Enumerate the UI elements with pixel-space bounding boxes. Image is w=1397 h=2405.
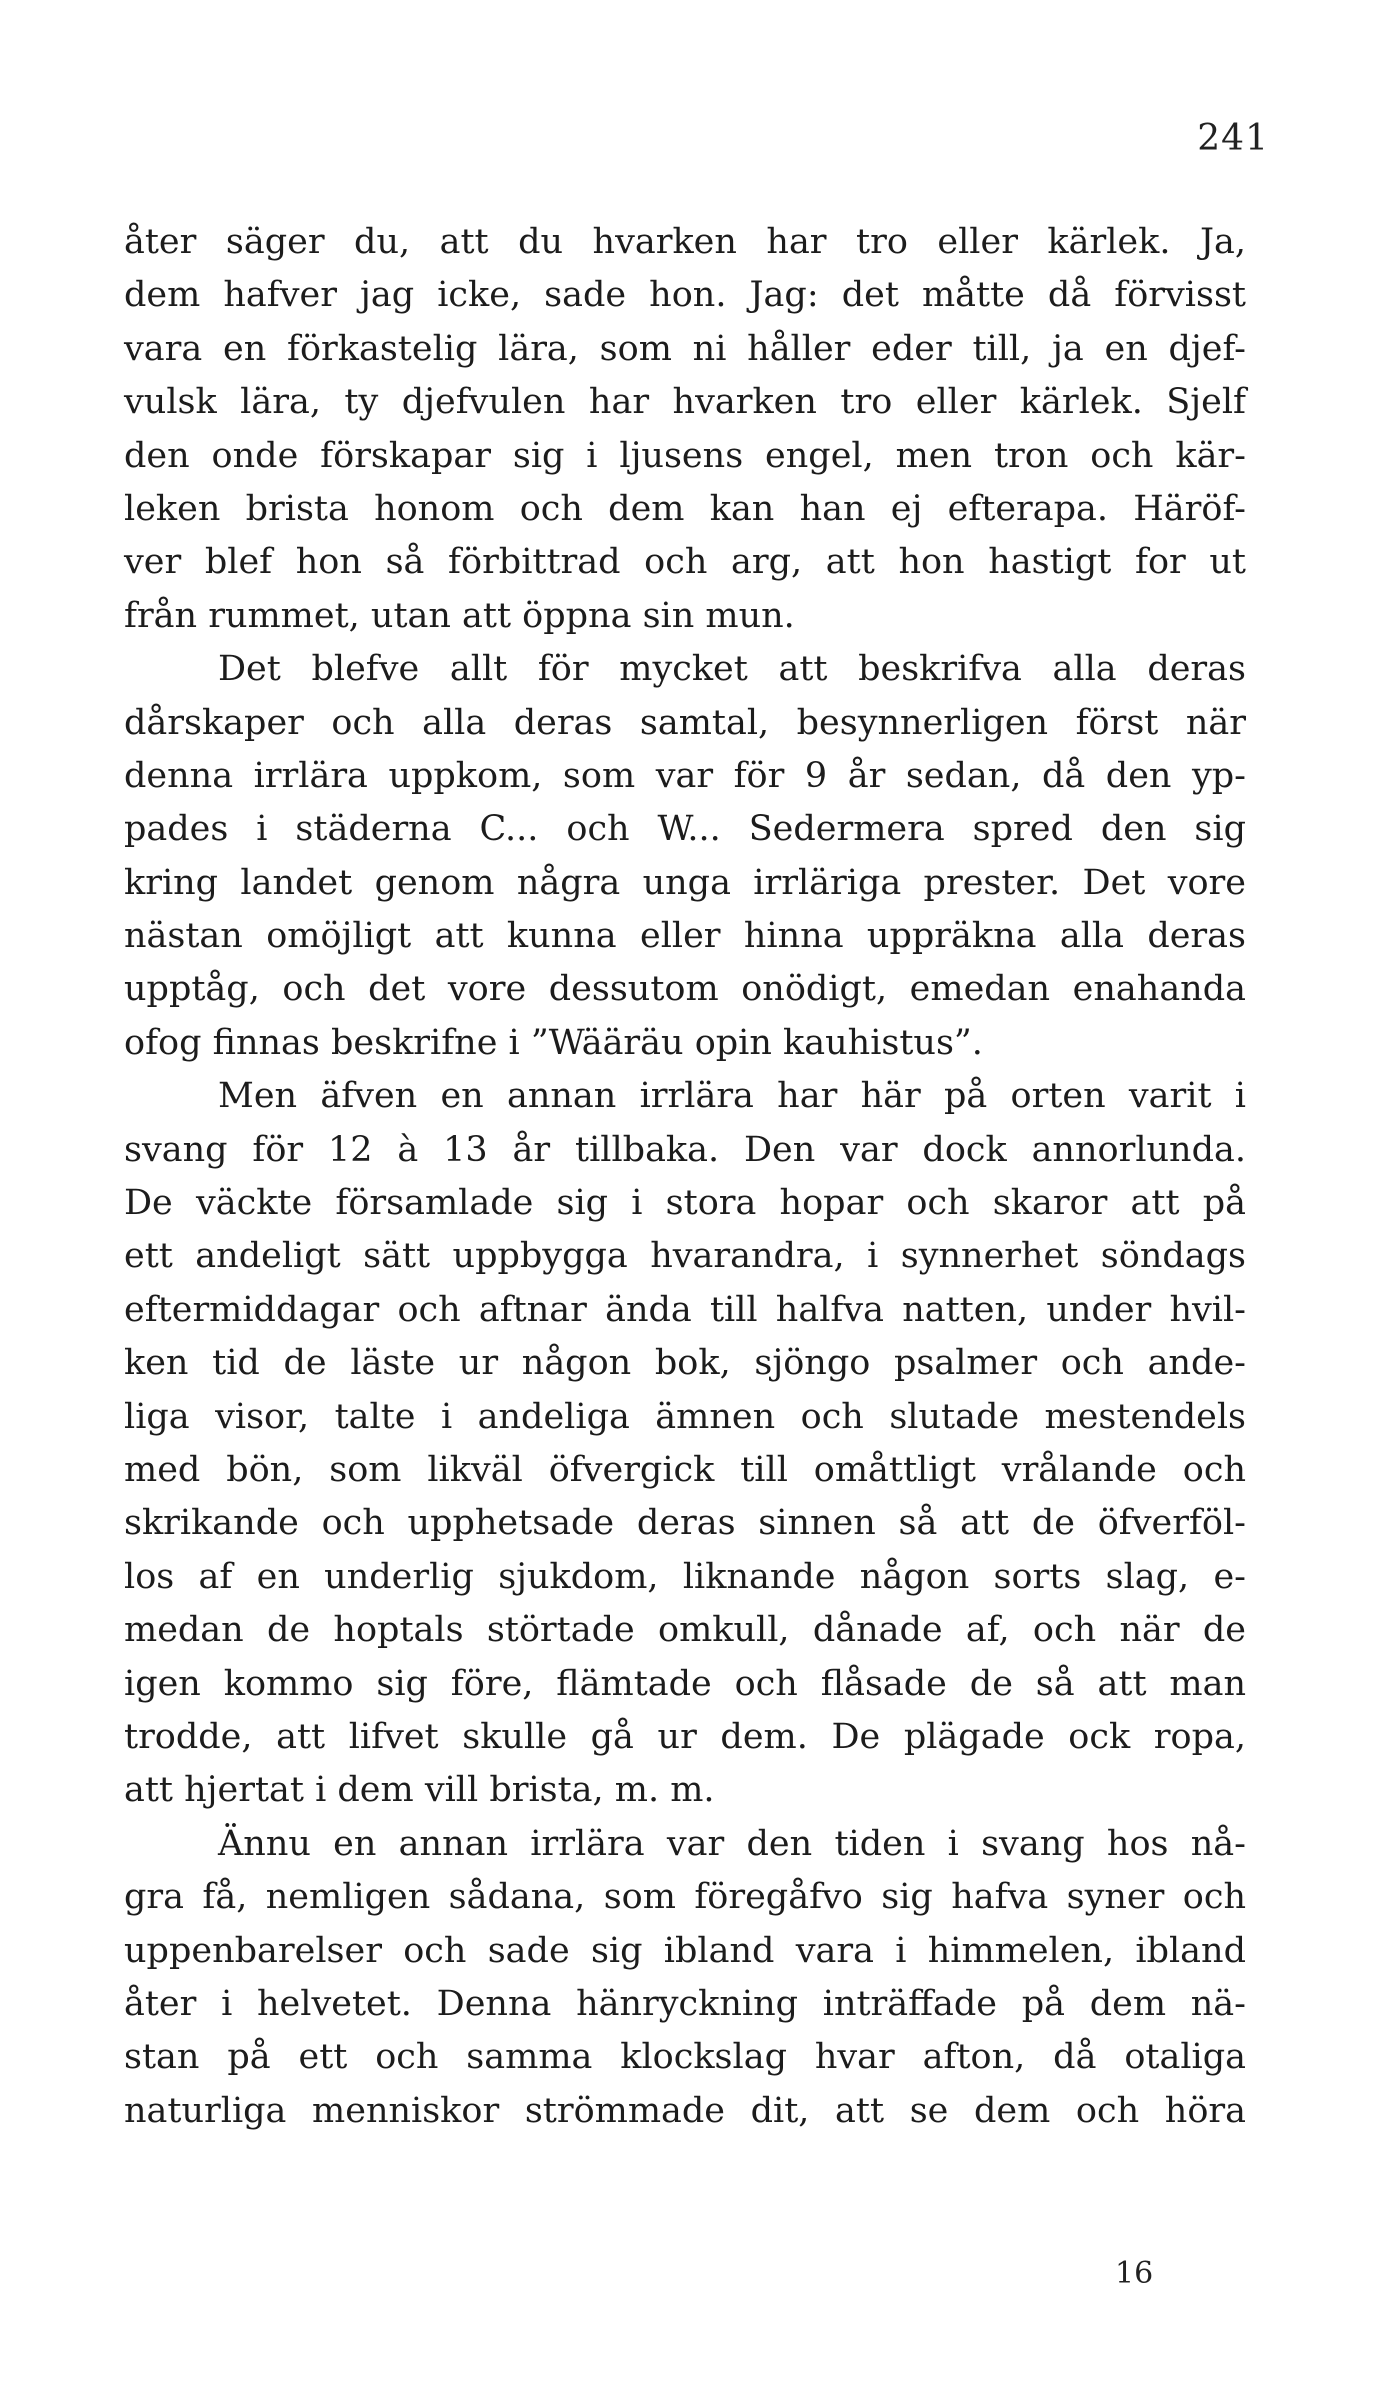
text-line: ett andeligt sätt uppbygga hvarandra, i synnerhet söndags [124,1236,1246,1277]
text-line: från rummet, utan att öppna sin mun. [124,595,795,636]
text-line: medan de hoptals störtade omkull, dånade af, och när de [124,1610,1246,1651]
signature-mark: 16 [1115,2256,1154,2291]
text-line: den onde förskapar sig i ljusens engel, men tron och kär- [124,435,1246,476]
text-line: los af en underlig sjukdom, liknande någon sorts slag, e- [124,1556,1246,1597]
text-line: Det blefve allt för mycket att beskrifva alla deras [218,649,1246,690]
text-line: trodde, att lifvet skulle gå ur dem. De plägade ock ropa, [124,1716,1246,1757]
text-line: stan på ett och samma klockslag hvar afton, då otaliga [124,2037,1246,2078]
text-line: vulsk lära, ty djefvulen har hvarken tro eller kärlek. Sjelf [124,382,1246,423]
text-line: dem hafver jag icke, sade hon. Jag: det måtte då förvisst [124,275,1246,316]
text-line: ver blef hon så förbittrad och arg, att hon hastigt for ut [124,542,1246,583]
body-text [124,216,1246,2138]
text-line: svang för 12 à 13 år tillbaka. Den var dock annorlunda. [124,1129,1246,1170]
text-line: dårskaper och alla deras samtal, besynnerligen först när [124,702,1246,743]
text-line: åter säger du, att du hvarken har tro eller kärlek. Ja, [124,222,1246,262]
text-line: Ännu en annan irrlära var den tiden i svang hos nå- [218,1823,1246,1864]
text-line: ofog finnas beskrifne i ”Wääräu opin kauhistus”. [124,1022,983,1063]
text-line: att hjertat i dem vill brista, m. m. [124,1770,715,1811]
text-line: De väckte församlade sig i stora hopar och skaror att på [124,1183,1246,1224]
text-line: denna irrlära uppkom, som var för 9 år sedan, då den yp- [124,755,1246,796]
text-line: Men äfven en annan irrlära har här på orten varit i [218,1076,1246,1117]
text-line: liga visor, talte i andeliga ämnen och slutade mestendels [124,1396,1246,1437]
text-line: kring landet genom några unga irrläriga prester. Det vore [124,862,1246,903]
text-line: nästan omöjligt att kunna eller hinna uppräkna alla deras [124,916,1246,957]
text-line: gra få, nemligen sådana, som föregåfvo sig hafva syner och [124,1877,1246,1918]
text-line: med bön, som likväl öfvergick till omåttligt vrålande och [124,1449,1246,1490]
text-line: eftermiddagar och aftnar ända till halfva natten, under hvil- [124,1289,1246,1330]
page-number: 241 [1197,118,1269,159]
text-line: vara en förkastelig lära, som ni håller eder till, ja en djef- [124,328,1246,369]
text-line: uppenbarelser och sade sig ibland vara i himmelen, ibland [124,1930,1246,1971]
text-line: skrikande och upphetsade deras sinnen så att de öfverföl- [124,1503,1246,1544]
text-line: upptåg, och det vore dessutom onödigt, emedan enahanda [124,969,1246,1010]
text-line: leken brista honom och dem kan han ej efterapa. Häröf- [124,488,1246,529]
text-line: åter i helvetet. Denna hänryckning inträffade på dem nä- [124,1983,1246,2024]
text-line: naturliga menniskor strömmade dit, att se dem och höra [124,2090,1246,2131]
text-line: igen kommo sig före, flämtade och flåsade de så att man [124,1663,1246,1704]
text-line: pades i städerna C... och W... Sedermera spred den sig [124,809,1246,850]
text-line: ken tid de läste ur någon bok, sjöngo psalmer och ande- [124,1343,1246,1384]
